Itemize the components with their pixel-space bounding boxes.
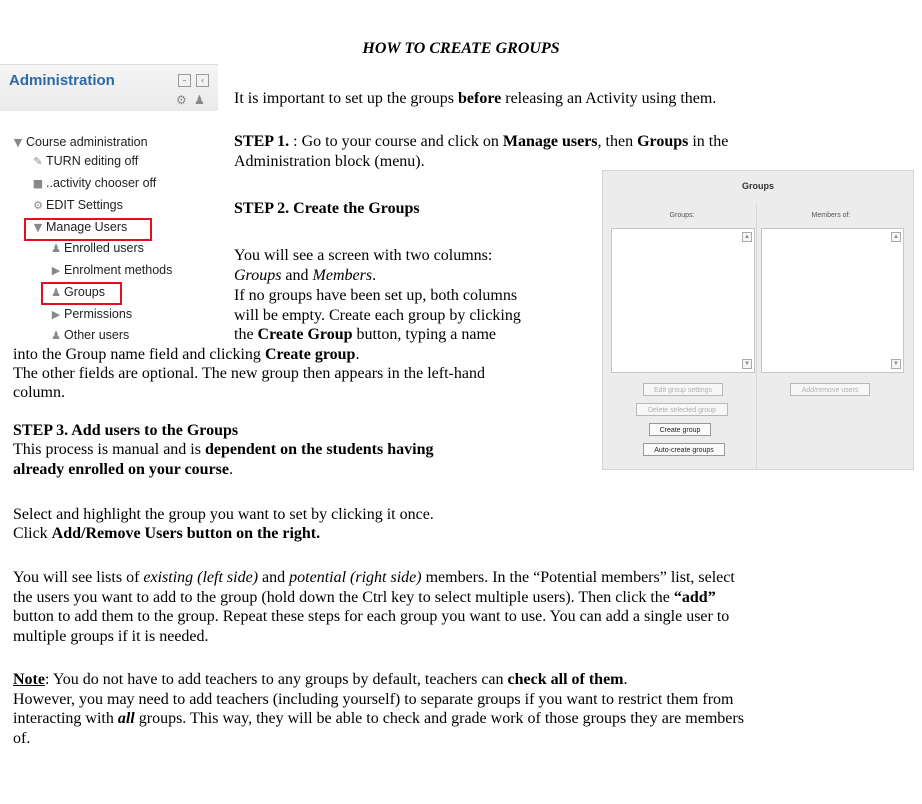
page-title: HOW TO CREATE GROUPS <box>362 40 560 57</box>
gear-icon: ⚙ <box>33 199 43 212</box>
tree-item-groups[interactable]: ♟ Groups <box>48 285 105 299</box>
tree-item-permissions[interactable]: ▶ Permissions <box>48 307 132 321</box>
step3-line4: Click Add/Remove Users button on the right. <box>13 525 321 542</box>
lists-line1: You will see lists of existing (left side) and potential (right side) members. In the “Potential members” list, select <box>13 569 735 586</box>
groups-column-label: Groups: <box>669 212 695 219</box>
scroll-down-icon[interactable]: ▼ <box>891 359 901 369</box>
groups-panel-title: Groups <box>741 181 774 191</box>
note-line1: Note: You do not have to add teachers to any groups by default, teachers can check all of them. <box>13 671 628 688</box>
step2-line6: into the Group name field and clicking Create group. <box>13 346 360 363</box>
users-icon: ♟ <box>51 286 61 299</box>
step3-line1: This process is manual and is dependent on the students having <box>13 441 434 458</box>
add-remove-users-button[interactable]: Add/remove users <box>790 383 870 396</box>
triangle-right-icon: ▶ <box>51 308 61 321</box>
groups-panel-divider <box>756 204 757 469</box>
lists-line2: the users you want to add to the group (hold down the Ctrl key to select multiple users). Then click the “add” <box>13 589 716 606</box>
members-column-label: Members of: <box>811 212 851 219</box>
scroll-up-icon[interactable]: ▲ <box>742 232 752 242</box>
edit-group-settings-button[interactable]: Edit group settings <box>643 383 723 396</box>
dock-icon[interactable]: – <box>178 74 191 87</box>
administration-block <box>0 64 218 346</box>
tree-item-activity-chooser[interactable]: ■ ..activity chooser off <box>30 176 156 190</box>
add-user-icon[interactable]: ♟ <box>194 93 205 107</box>
triangle-down-icon: ▼ <box>13 136 23 149</box>
pencil-icon: ✎ <box>33 155 43 168</box>
groups-listbox[interactable] <box>611 228 755 373</box>
lists-line3: button to add them to the group. Repeat these steps for each group you want to use. You can add a single user to <box>13 608 730 625</box>
administration-block-header <box>0 64 218 111</box>
collapse-icon[interactable]: ‹ <box>196 74 209 87</box>
tree-item-turn-editing-off[interactable]: ✎ TURN editing off <box>30 154 138 168</box>
tree-item-course-admin[interactable]: ▼ Course administration <box>10 135 148 149</box>
intro-paragraph: It is important to set up the groups before releasing an Activity using them. <box>234 90 717 107</box>
step2-line7: The other fields are optional. The new group then appears in the left-hand <box>13 365 485 382</box>
step1-line2: Administration block (menu). <box>234 153 425 170</box>
administration-title[interactable]: Administration <box>9 72 115 89</box>
step2-line2: Groups and Members. <box>234 267 377 284</box>
step2-line4: will be empty. Create each group by clicking <box>234 307 521 324</box>
user-icon: ♟ <box>51 242 61 255</box>
step1-line1: STEP 1. : Go to your course and click on Manage users, then Groups in the <box>234 133 729 150</box>
tree-item-other-users[interactable]: ♟ Other users <box>48 328 129 342</box>
create-group-button[interactable]: Create group <box>649 423 711 436</box>
triangle-down-icon: ▼ <box>33 221 43 234</box>
step2-heading: STEP 2. Create the Groups <box>234 200 420 217</box>
delete-selected-group-button[interactable]: Delete selected group <box>636 403 728 416</box>
tree-item-edit-settings[interactable]: ⚙ EDIT Settings <box>30 198 123 212</box>
tree-item-manage-users[interactable]: ▼ Manage Users <box>30 220 127 234</box>
step3-line2: already enrolled on your course. <box>13 461 233 478</box>
auto-create-groups-button[interactable]: Auto-create groups <box>643 443 725 456</box>
note-line2: However, you may need to add teachers (including yourself) to separate groups if you want to restrict them from <box>13 691 734 708</box>
step3-line3: Select and highlight the group you want to set by clicking it once. <box>13 506 434 523</box>
step2-line8: column. <box>13 384 65 401</box>
scroll-up-icon[interactable]: ▲ <box>891 232 901 242</box>
step2-line3: If no groups have been set up, both columns <box>234 287 518 304</box>
scroll-down-icon[interactable]: ▼ <box>742 359 752 369</box>
highlight-manage-users <box>24 218 152 241</box>
lists-line4: multiple groups if it is needed. <box>13 628 209 645</box>
note-line3: interacting with all groups. This way, they will be able to check and grade work of those groups they are members <box>13 710 744 727</box>
members-listbox[interactable] <box>761 228 904 373</box>
bullet-icon: ■ <box>32 177 44 190</box>
step2-line1: You will see a screen with two columns: <box>234 247 493 264</box>
gear-icon[interactable]: ⚙ <box>176 93 187 107</box>
user-icon: ♟ <box>51 329 61 342</box>
triangle-right-icon: ▶ <box>51 264 61 277</box>
groups-panel <box>602 170 914 470</box>
tree-item-enrolled-users[interactable]: ♟ Enrolled users <box>48 241 144 255</box>
tree-item-enrolment-methods[interactable]: ▶ Enrolment methods <box>48 263 172 277</box>
step3-heading: STEP 3. Add users to the Groups <box>13 422 239 439</box>
highlight-groups <box>41 282 122 305</box>
step2-line5: the Create Group button, typing a name <box>234 326 497 343</box>
note-line4: of. <box>13 730 31 747</box>
